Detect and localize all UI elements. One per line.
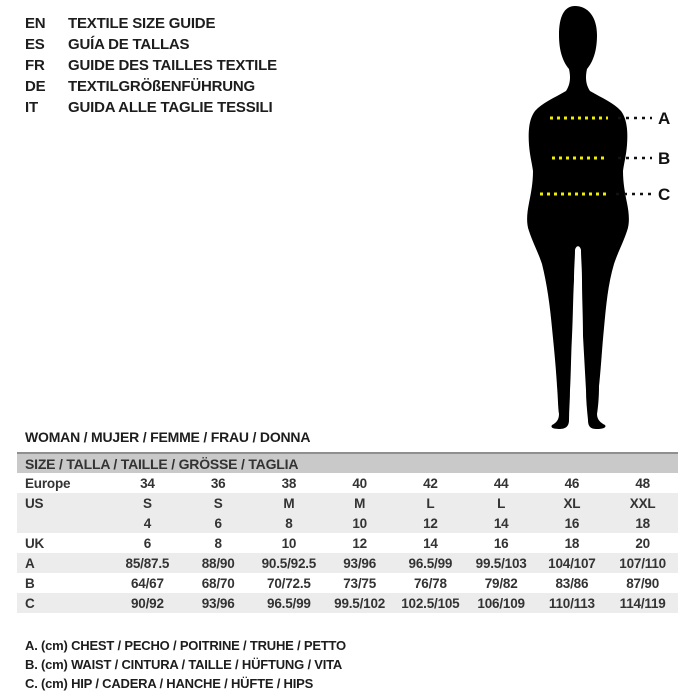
- table-cell: 14: [423, 535, 438, 551]
- table-cell: 85/87.5: [125, 555, 170, 571]
- table-cell: M: [354, 495, 366, 511]
- table-cell: 107/110: [619, 555, 666, 571]
- table-cell: 40: [352, 475, 367, 491]
- table-cell: 64/67: [130, 575, 164, 591]
- table-cell: 87/90: [626, 575, 660, 591]
- language-label: TEXTILGRÖßENFÜHRUNG: [68, 78, 256, 95]
- table-cell: 90/92: [130, 595, 164, 611]
- row-label: C: [25, 595, 35, 611]
- table-cell: 34: [140, 475, 155, 491]
- row-label: UK: [25, 535, 45, 551]
- woman-heading: WOMAN / MUJER / FEMME / FRAU / DONNA: [25, 429, 311, 445]
- language-list: [25, 13, 277, 118]
- table-cell: S: [213, 495, 223, 511]
- language-row-en: [25, 13, 277, 34]
- table-cell: 96.5/99: [408, 555, 453, 571]
- table-row-waist: [17, 573, 678, 593]
- table-cell: XXL: [629, 495, 656, 511]
- language-code: ES: [25, 36, 45, 53]
- table-cell: 88/90: [201, 555, 235, 571]
- table-cell: 42: [423, 475, 438, 491]
- table-cell: 6: [214, 515, 222, 531]
- waist-marker-label: B: [658, 149, 671, 168]
- table-cell: 104/107: [548, 555, 596, 571]
- table-cell: XL: [563, 495, 581, 511]
- table-cell: 20: [635, 535, 650, 551]
- table-cell: 110/113: [548, 595, 595, 611]
- table-cell: 10: [352, 515, 367, 531]
- note-waist: B. (cm) WAIST / CINTURA / TAILLE / HÜFTUNG / VITA: [25, 657, 343, 672]
- table-cell: 99.5/102: [334, 595, 386, 611]
- table-cell: 38: [281, 475, 297, 491]
- table-cell: 93/96: [343, 555, 377, 571]
- table-cell: 4: [143, 515, 152, 531]
- row-label: Europe: [25, 475, 71, 491]
- table-row-us: [17, 493, 678, 513]
- table-cell: L: [497, 495, 506, 511]
- table-cell: 99.5/103: [475, 555, 527, 571]
- table-cell: 44: [493, 475, 509, 491]
- table-cell: 90.5/92.5: [261, 555, 317, 571]
- table-cell: 106/109: [477, 595, 525, 611]
- table-row-uk: [17, 533, 678, 553]
- table-cell: M: [283, 495, 295, 511]
- table-row-hip: [17, 593, 678, 613]
- table-cell: 68/70: [201, 575, 235, 591]
- language-label: GUIDE DES TAILLES TEXTILE: [68, 57, 277, 74]
- table-cell: 18: [564, 535, 580, 551]
- size-table-header: SIZE / TALLA / TAILLE / GRÖSSE / TAGLIA: [17, 452, 678, 473]
- table-cell: 102.5/105: [401, 595, 460, 611]
- size-table: [17, 452, 678, 613]
- table-row-chest: [17, 553, 678, 573]
- table-cell: 10: [281, 535, 297, 551]
- table-cell: 96.5/99: [267, 595, 311, 611]
- chest-marker-label: A: [658, 109, 671, 128]
- table-cell: 18: [635, 515, 650, 531]
- table-cell: 76/78: [413, 575, 447, 591]
- table-cell: 8: [214, 535, 222, 551]
- language-row-de: [25, 76, 277, 97]
- table-cell: 16: [564, 515, 580, 531]
- table-cell: 12: [352, 535, 367, 551]
- table-cell: 16: [493, 535, 509, 551]
- table-cell: 83/86: [555, 575, 589, 591]
- language-code: EN: [25, 15, 46, 32]
- table-row-us-numeric: [17, 513, 678, 533]
- table-row-europe: [17, 473, 678, 493]
- row-label: A: [25, 555, 35, 571]
- table-cell: 73/75: [343, 575, 377, 591]
- table-cell: 8: [285, 515, 293, 531]
- table-cell: 79/82: [484, 575, 518, 591]
- measurement-notes: [25, 638, 346, 695]
- note-hip: C. (cm) HIP / CADERA / HANCHE / HÜFTE / HIPS: [25, 676, 314, 691]
- language-label: GUÍA DE TALLAS: [68, 36, 190, 53]
- table-cell: 70/72.5: [267, 575, 311, 591]
- table-cell: 46: [564, 475, 580, 491]
- table-cell: 114/119: [619, 595, 666, 611]
- row-label: US: [25, 495, 44, 511]
- table-cell: S: [142, 495, 152, 511]
- table-cell: 36: [210, 475, 226, 491]
- language-label: TEXTILE SIZE GUIDE: [68, 15, 216, 32]
- note-chest: A. (cm) CHEST / PECHO / POITRINE / TRUHE / PETTO: [25, 638, 346, 653]
- language-label: GUIDA ALLE TAGLIE TESSILI: [68, 99, 273, 116]
- woman-silhouette-figure: [450, 0, 700, 440]
- language-code: IT: [25, 99, 38, 116]
- table-cell: 6: [143, 535, 152, 551]
- table-cell: 48: [635, 475, 650, 491]
- hip-marker-label: C: [658, 185, 671, 204]
- language-row-it: [25, 97, 277, 118]
- row-label: B: [25, 575, 35, 591]
- table-cell: 12: [423, 515, 438, 531]
- language-row-fr: [25, 55, 277, 76]
- language-code: FR: [25, 57, 45, 74]
- language-row-es: [25, 34, 277, 55]
- woman-silhouette: [527, 6, 629, 429]
- table-cell: 14: [493, 515, 509, 531]
- language-code: DE: [25, 78, 46, 95]
- table-cell: L: [426, 495, 435, 511]
- table-cell: 93/96: [201, 595, 235, 611]
